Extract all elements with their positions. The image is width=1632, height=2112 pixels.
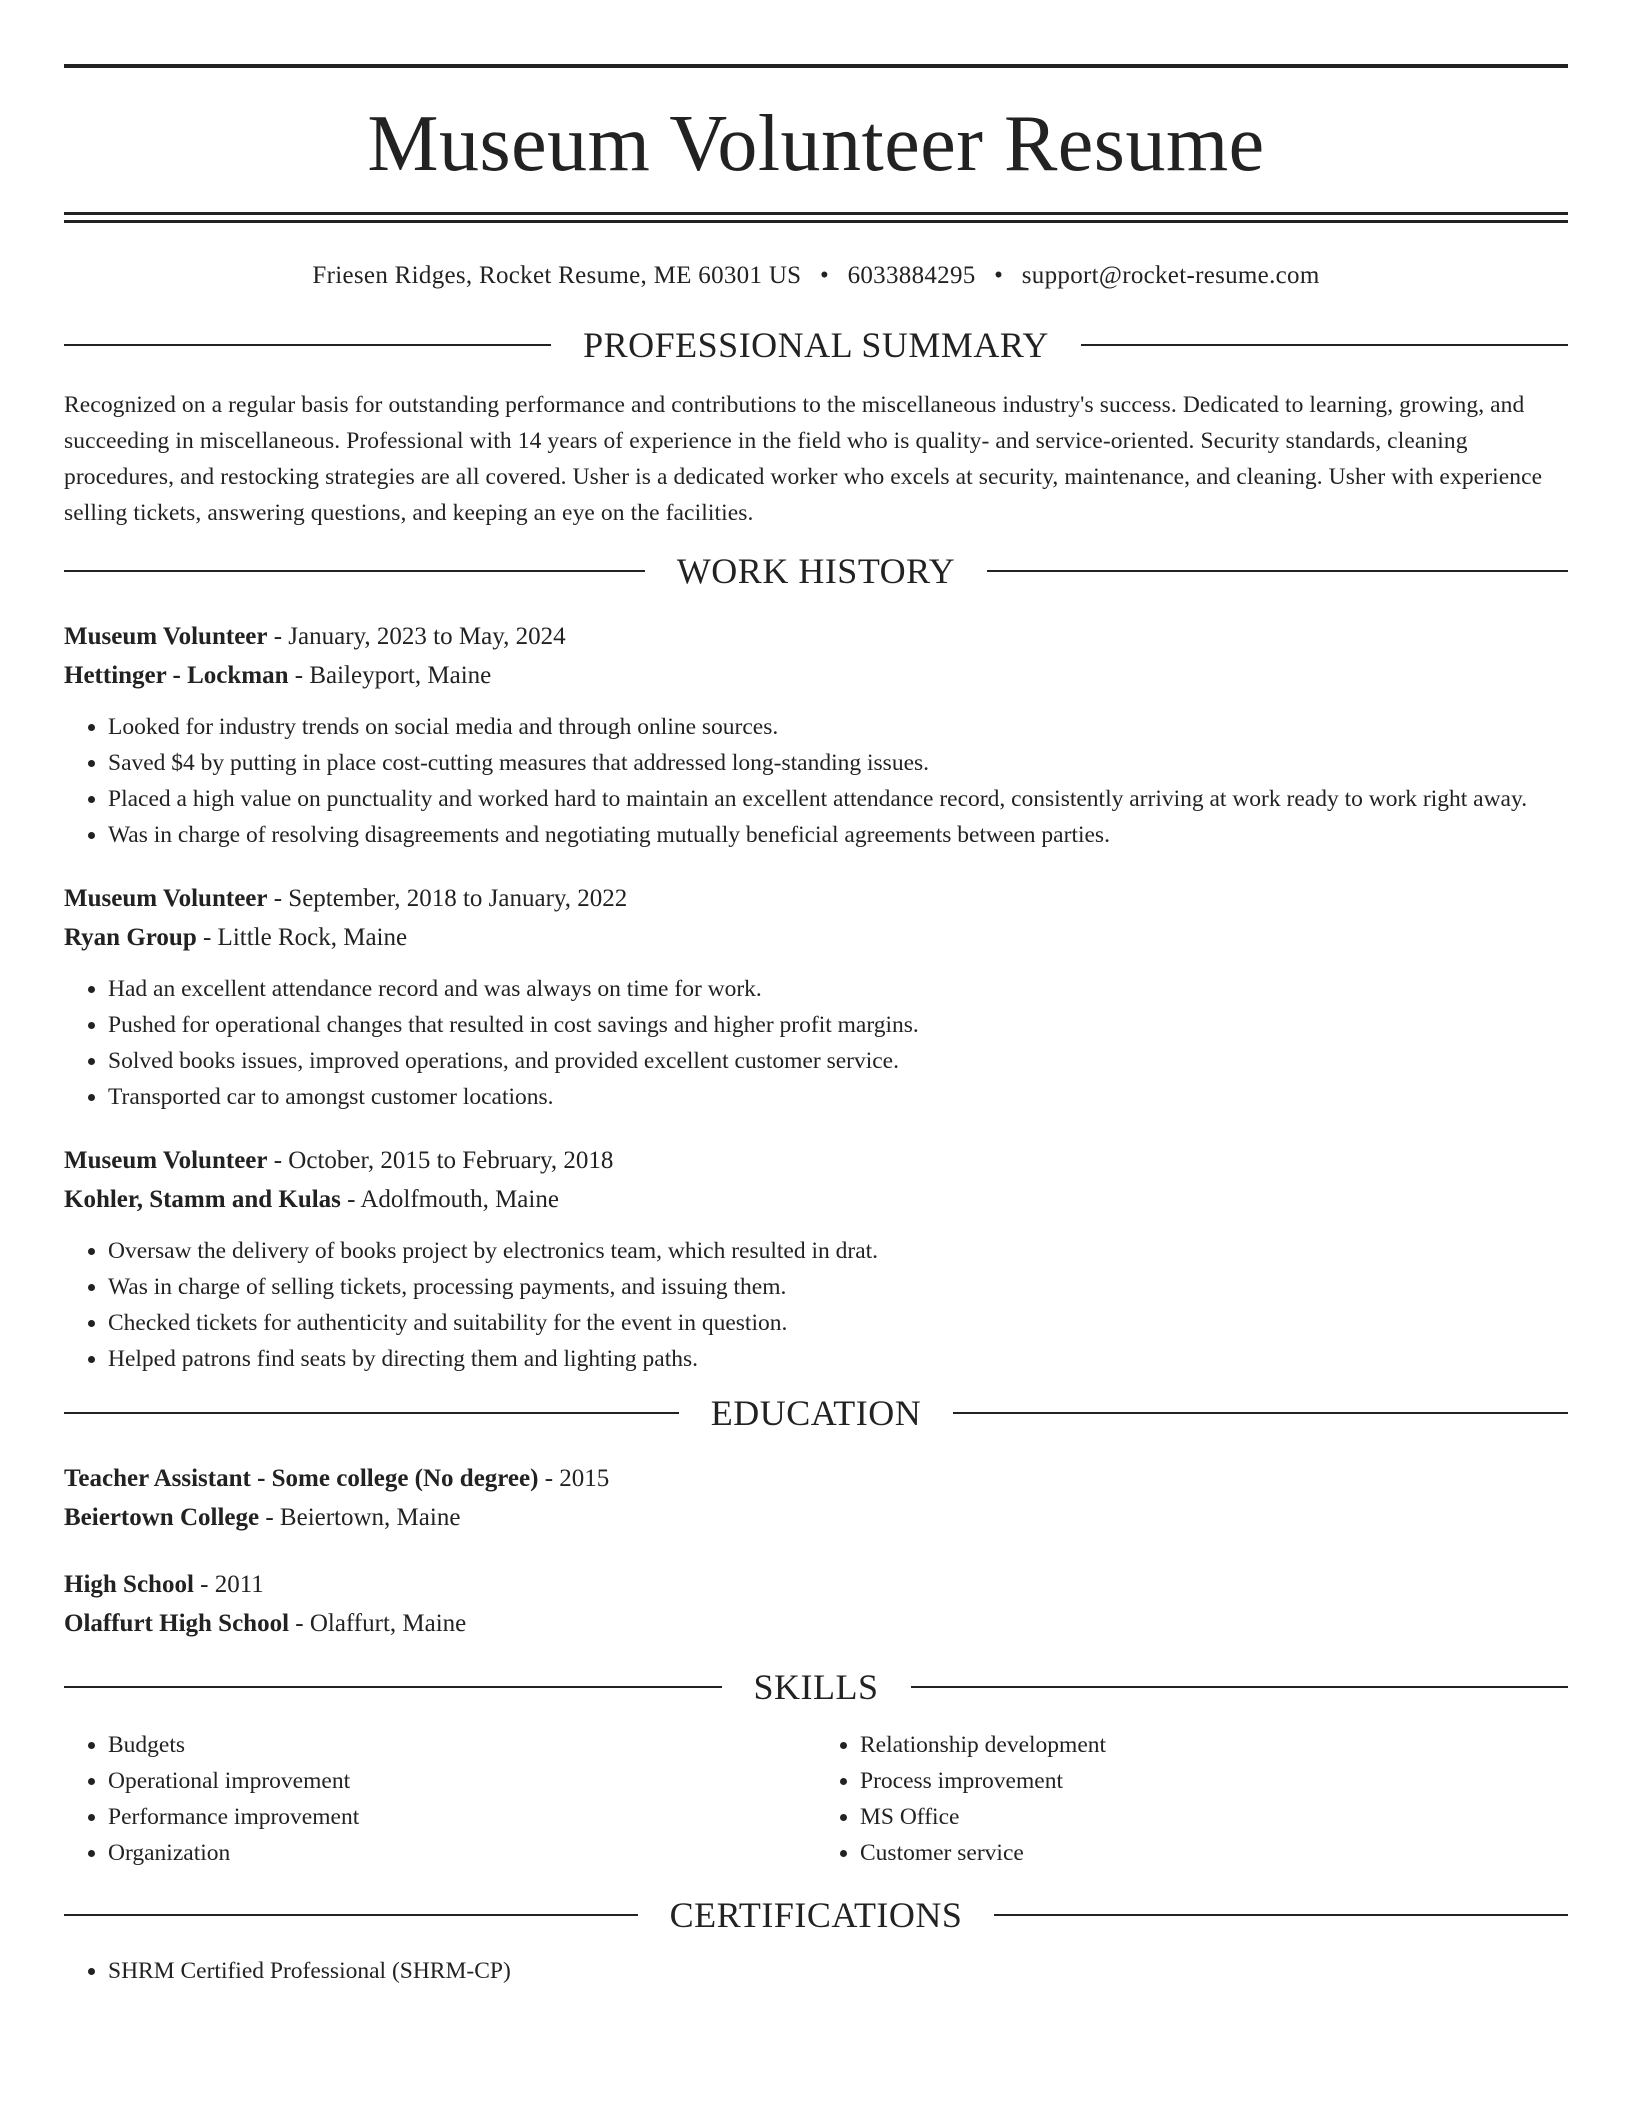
- job-dates: - October, 2015 to February, 2018: [267, 1147, 614, 1174]
- job-company: Ryan Group: [64, 924, 197, 951]
- job-bullet: • Saved $4 by putting in place cost-cutting measures that addressed long-standing issues.: [108, 745, 1568, 781]
- school-name: Beiertown College: [64, 1504, 260, 1531]
- job-location: - Baileyport, Maine: [288, 662, 492, 689]
- job-title-line: [64, 1141, 1568, 1180]
- skill-item: • Operational improvement: [108, 1763, 816, 1799]
- job-bullets: [64, 1233, 1568, 1377]
- section-rule: [64, 1686, 722, 1688]
- degree-year: - 2011: [193, 1571, 264, 1598]
- section-header-education: [64, 1391, 1568, 1435]
- degree-name: High School: [64, 1571, 194, 1598]
- skill-item: • Customer service: [860, 1835, 1568, 1871]
- job-bullet: • Placed a high value on punctuality and worked hard to maintain an excellent attendance record, consistently arriving at work ready to work right away.: [108, 781, 1568, 817]
- job-bullet: • Pushed for operational changes that resulted in cost savings and higher profit margins.: [108, 1007, 1568, 1043]
- contact-separator: •: [994, 262, 1004, 289]
- contact-email: support@rocket-resume.com: [1021, 262, 1320, 289]
- skill-item: • Organization: [108, 1835, 816, 1871]
- job-location: - Little Rock, Maine: [196, 924, 408, 951]
- section-header-summary: [64, 323, 1568, 367]
- section-rule: [911, 1686, 1569, 1688]
- section-title-education: EDUCATION: [710, 1393, 922, 1433]
- section-rule: [1081, 344, 1568, 346]
- skill-item: • MS Office: [860, 1799, 1568, 1835]
- job-bullet: • Looked for industry trends on social media and through online sources.: [108, 709, 1568, 745]
- section-header-certifications: [64, 1893, 1568, 1937]
- section-rule: [987, 570, 1568, 572]
- section-rule: [994, 1914, 1568, 1916]
- skills-columns: [64, 1727, 1568, 1871]
- certification-item: • SHRM Certified Professional (SHRM-CP): [108, 1953, 1568, 1989]
- degree-line: [64, 1565, 1568, 1604]
- section-title-certifications: CERTIFICATIONS: [669, 1895, 963, 1935]
- summary-paragraph: Recognized on a regular basis for outstanding performance and contributions to the miscellaneous industry's success. Dedicated to learning, growing, and succeeding in miscellaneous. Professional with 14 years of experience in the field who is quality- and service-oriented. Security standards, cleaning procedures, and restocking strategies are all covered. Usher is a dedicated worker who excels at security, maintenance, and cleaning. Usher with experience selling tickets, answering questions, and keeping an eye on the facilities.: [64, 392, 1543, 526]
- degree-year: - 2015: [538, 1465, 610, 1492]
- job-company: Kohler, Stamm and Kulas: [64, 1186, 341, 1213]
- job-bullet: • Was in charge of resolving disagreements and negotiating mutually beneficial agreements between parties.: [108, 817, 1568, 853]
- section-header-work: [64, 549, 1568, 593]
- job-entry: [64, 879, 1568, 1115]
- job-bullet: • Oversaw the delivery of books project by electronics team, which resulted in drat.: [108, 1233, 1568, 1269]
- job-title-line: [64, 617, 1568, 656]
- job-dates: - September, 2018 to January, 2022: [267, 885, 628, 912]
- education-entry: [64, 1459, 1568, 1537]
- section-rule: [64, 344, 551, 346]
- job-bullet: • Helped patrons find seats by directing them and lighting paths.: [108, 1341, 1568, 1377]
- job-title: Museum Volunteer: [64, 885, 268, 912]
- skills-list-right: [816, 1727, 1568, 1871]
- certifications-list: [64, 1953, 1568, 1989]
- school-line: [64, 1604, 1568, 1643]
- job-company: Hettinger - Lockman: [64, 662, 289, 689]
- contact-separator: •: [819, 262, 830, 289]
- school-name: Olaffurt High School: [64, 1610, 290, 1637]
- job-dates: - January, 2023 to May, 2024: [267, 623, 566, 650]
- job-bullet: • Solved books issues, improved operations, and provided excellent customer service.: [108, 1043, 1568, 1079]
- skill-item: • Process improvement: [860, 1763, 1568, 1799]
- job-bullet: • Transported car to amongst customer locations.: [108, 1079, 1568, 1115]
- work-history-list: [64, 617, 1568, 1377]
- skill-item: • Performance improvement: [108, 1799, 816, 1835]
- job-bullet: • Had an excellent attendance record and was always on time for work.: [108, 971, 1568, 1007]
- job-location: - Adolfmouth, Maine: [340, 1186, 559, 1213]
- education-entry: [64, 1565, 1568, 1643]
- job-bullets: [64, 709, 1568, 853]
- degree-line: [64, 1459, 1568, 1498]
- top-rule: [64, 64, 1568, 68]
- section-rule: [953, 1412, 1568, 1414]
- skill-item: • Budgets: [108, 1727, 816, 1763]
- section-title-work: WORK HISTORY: [676, 551, 956, 591]
- contact-phone: 6033884295: [847, 262, 976, 289]
- education-list: [64, 1459, 1568, 1643]
- job-bullets: [64, 971, 1568, 1115]
- school-line: [64, 1498, 1568, 1537]
- job-title: Museum Volunteer: [64, 1147, 268, 1174]
- skill-item: • Relationship development: [860, 1727, 1568, 1763]
- page-title: Museum Volunteer Resume: [367, 100, 1265, 188]
- job-entry: [64, 1141, 1568, 1377]
- section-rule: [64, 1412, 679, 1414]
- job-company-line: [64, 1180, 1568, 1219]
- section-title-skills: SKILLS: [753, 1667, 879, 1707]
- school-location: - Olaffurt, Maine: [289, 1610, 467, 1637]
- job-company-line: [64, 656, 1568, 695]
- job-title: Museum Volunteer: [64, 623, 268, 650]
- job-bullet: • Was in charge of selling tickets, processing payments, and issuing them.: [108, 1269, 1568, 1305]
- job-bullet: • Checked tickets for authenticity and suitability for the event in question.: [108, 1305, 1568, 1341]
- contact-line: [64, 259, 1568, 293]
- job-company-line: [64, 918, 1568, 957]
- section-rule: [64, 570, 645, 572]
- degree-name: Teacher Assistant - Some college (No degree): [64, 1465, 539, 1492]
- contact-address: Friesen Ridges, Rocket Resume, ME 60301 US: [312, 262, 802, 289]
- job-entry: [64, 617, 1568, 853]
- title-double-rule: [64, 212, 1568, 223]
- section-title-summary: PROFESSIONAL SUMMARY: [583, 325, 1049, 365]
- section-header-skills: [64, 1665, 1568, 1709]
- job-title-line: [64, 879, 1568, 918]
- section-rule: [64, 1914, 638, 1916]
- skills-list-left: [64, 1727, 816, 1871]
- school-location: - Beiertown, Maine: [259, 1504, 461, 1531]
- resume-page: [64, 64, 1568, 1989]
